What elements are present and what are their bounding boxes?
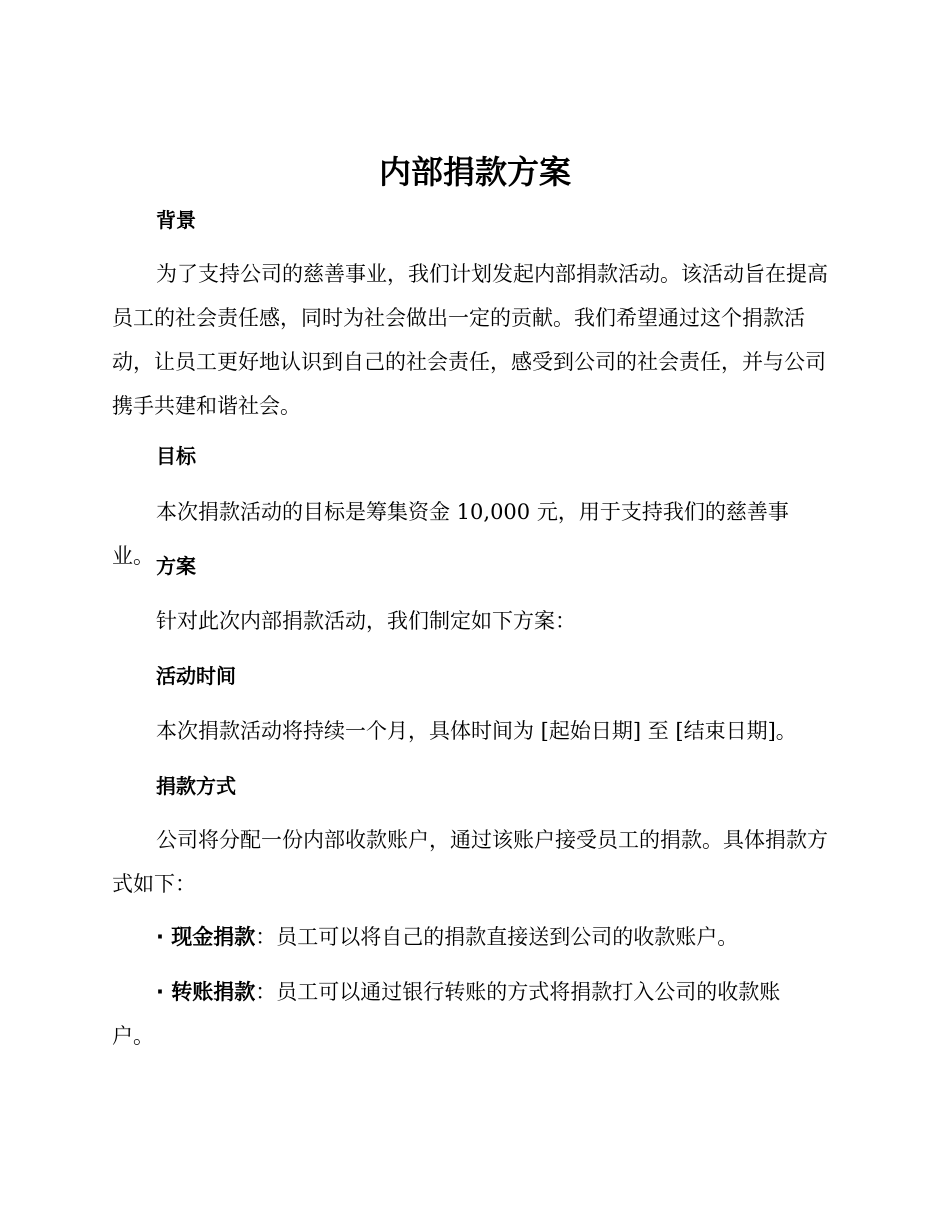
bullet-text-cash: ：员工可以将自己的捐款直接送到公司的收款账户。 xyxy=(255,925,739,949)
section-heading-time: 活动时间 xyxy=(156,664,236,688)
bullet-text-transfer: ：员工可以通过银行转账的方式将捐款打入公司的收款账户。 xyxy=(112,980,781,1048)
section-text-method: 公司将分配一份内部收款账户，通过该账户接受员工的捐款。具体捐款方式如下： xyxy=(112,828,828,896)
bullet-label-cash: · 现金捐款 xyxy=(156,925,256,949)
section-heading-method: 捐款方式 xyxy=(156,774,236,798)
section-text-plan: 针对此次内部捐款活动，我们制定如下方案： xyxy=(156,609,576,633)
section-heading-goal: 目标 xyxy=(156,444,196,468)
section-heading-plan: 方案 xyxy=(156,554,196,578)
document-title: 内部捐款方案 xyxy=(378,153,571,191)
bullet-label-transfer: · 转账捐款 xyxy=(156,980,256,1004)
bullet-item-transfer xyxy=(112,970,812,1058)
section-text-time: 本次捐款活动将持续一个月，具体时间为 [起始日期] 至 [结束日期]。 xyxy=(156,719,797,743)
section-text-background: 为了支持公司的慈善事业，我们计划发起内部捐款活动。该活动旨在提高员工的社会责任感，同时为社会做出一定的贡献。我们希望通过这个捐款活动，让员工更好地认识到自己的社会责任，感受到公司的社会责任，并与公司携手共建和谐社会。 xyxy=(112,262,828,418)
section-text-goal: 本次捐款活动的目标是筹集资金 10,000 元，用于支持我们的慈善事业。 xyxy=(112,500,789,568)
bullet-item-cash xyxy=(112,915,830,959)
section-heading-background: 背景 xyxy=(156,208,196,232)
